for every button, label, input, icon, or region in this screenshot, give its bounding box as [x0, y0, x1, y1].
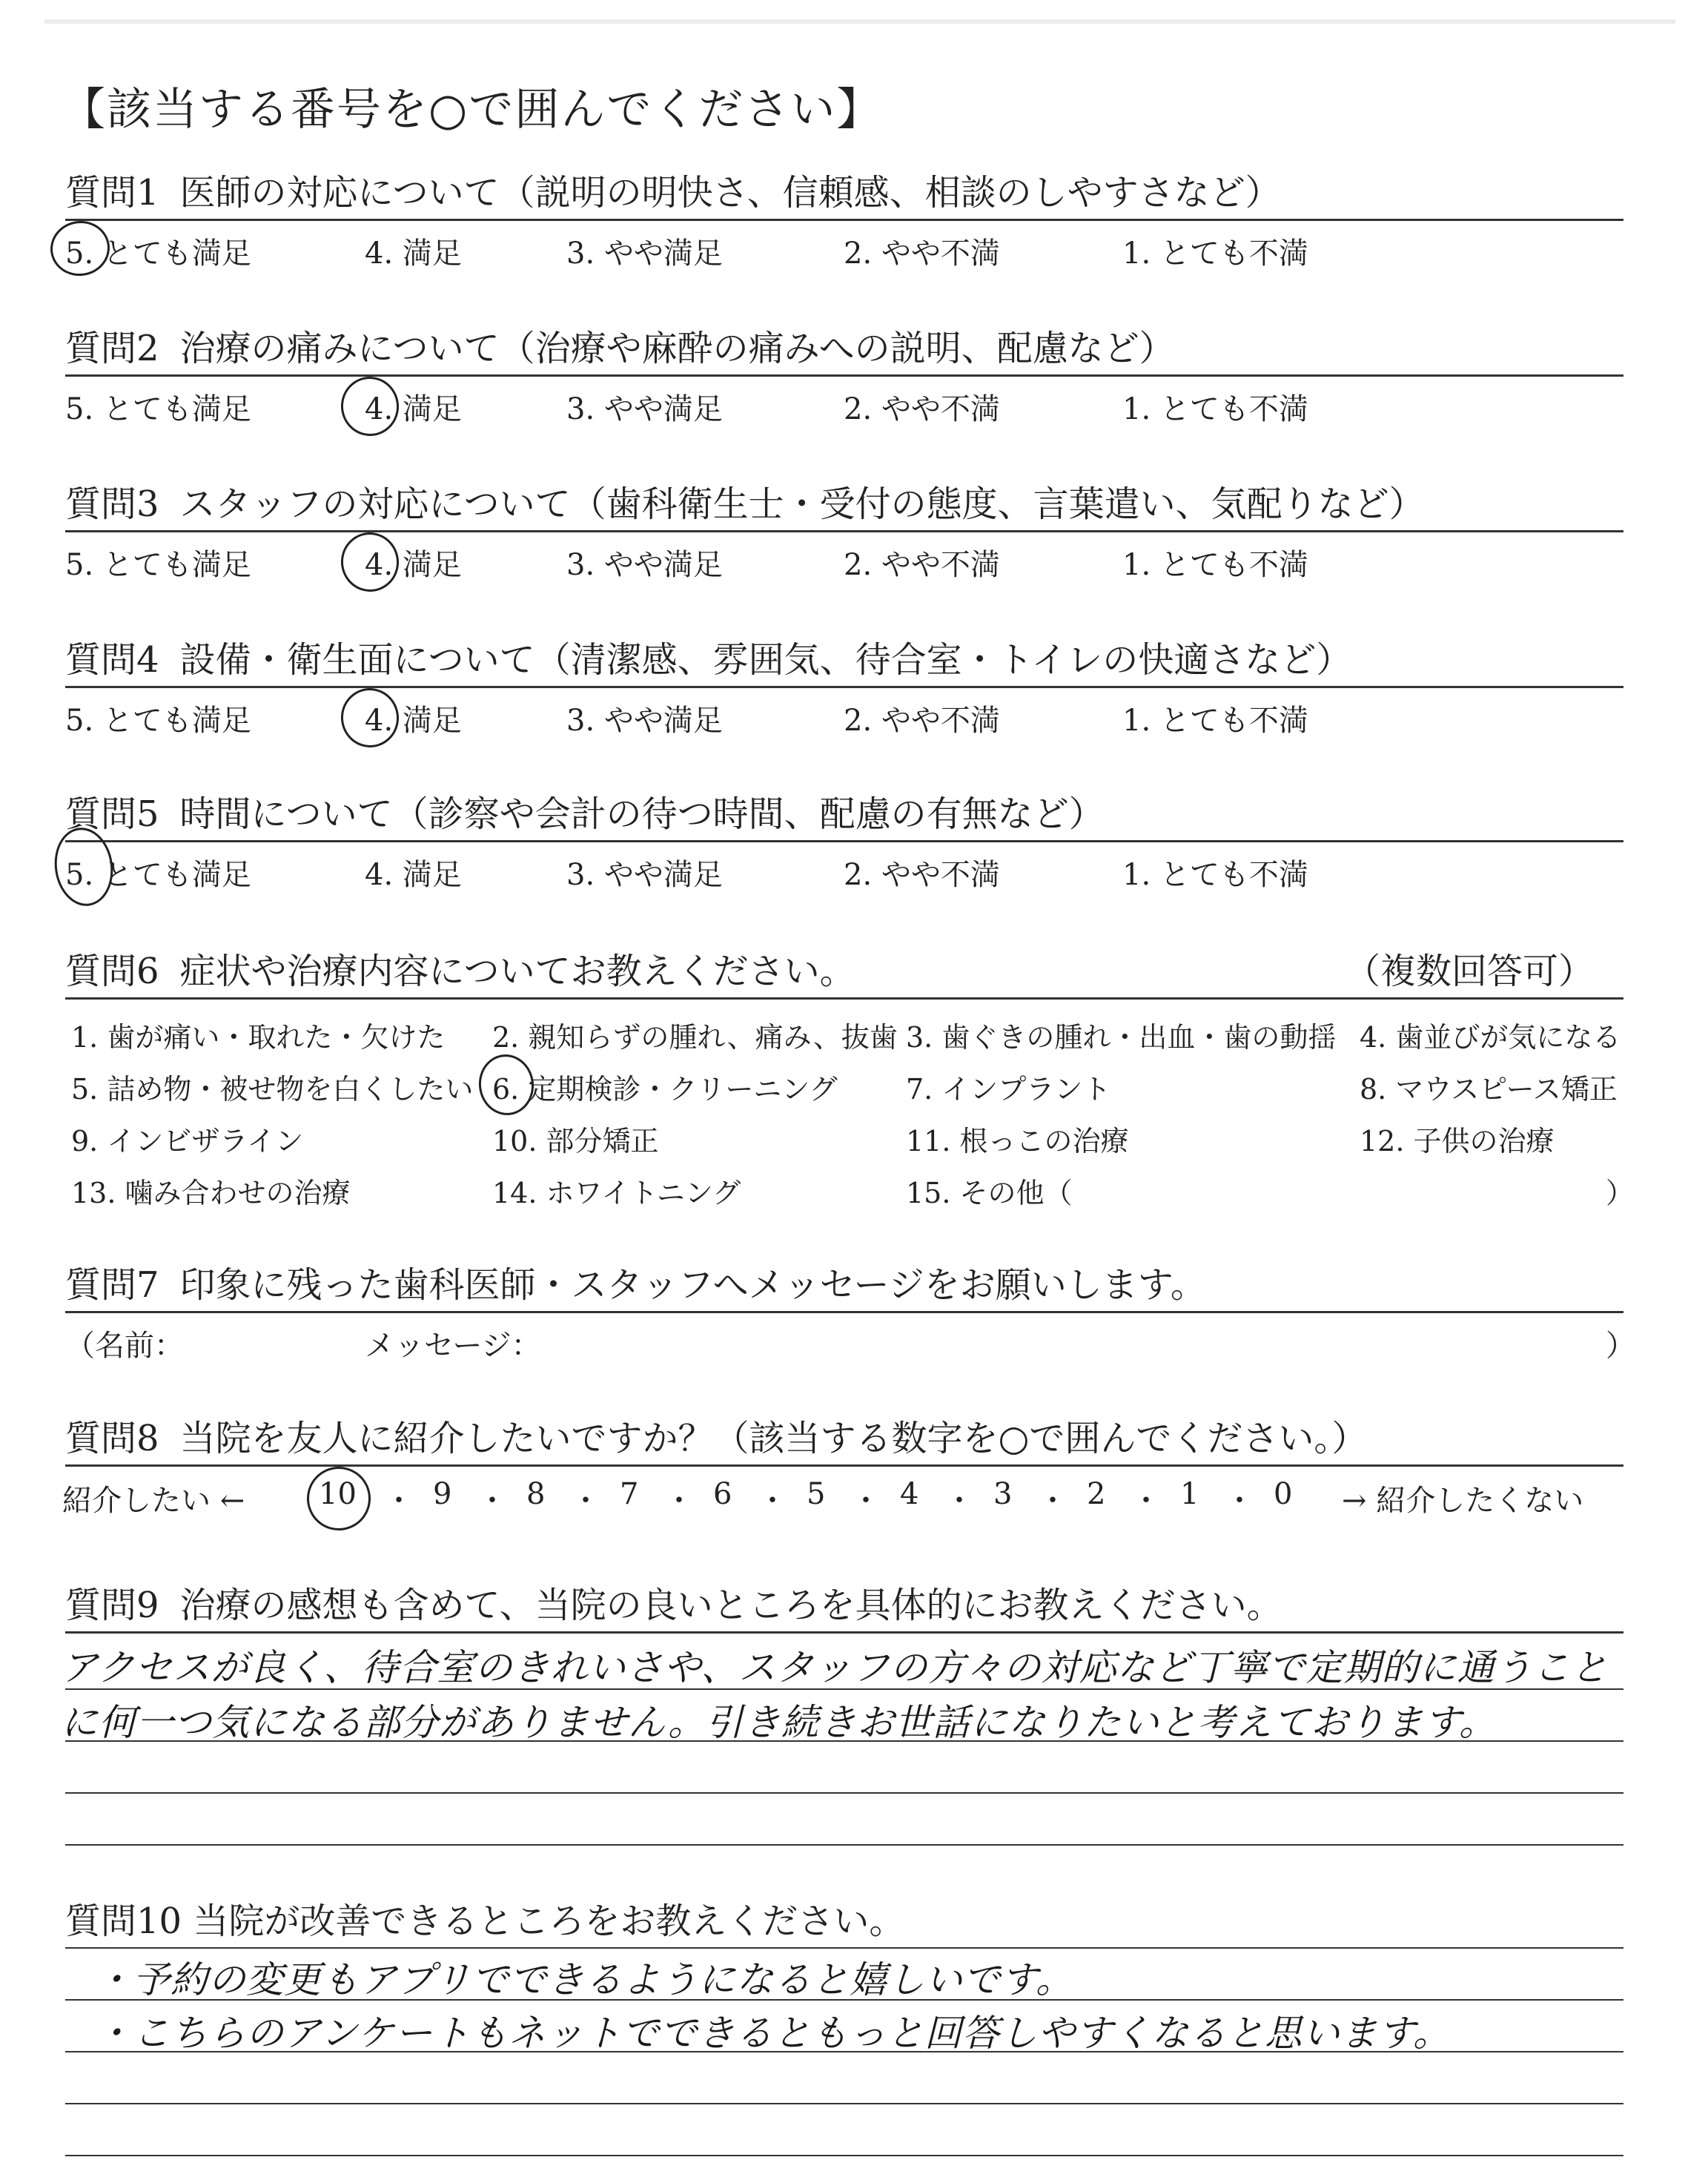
question-number: 質問6 [65, 951, 159, 992]
question-5 [65, 788, 1623, 896]
rating-options [65, 688, 1623, 742]
question-number: 質問8 [65, 1418, 159, 1459]
handwritten-answer-line: アクセスが良く、待合室のきれいさや、スタッフの方々の対応など丁寧で定期的に通うこと [61, 1646, 1609, 1689]
message-close-paren: ） [1606, 1329, 1635, 1363]
question-number: 質問4 [65, 639, 159, 681]
handwritten-answer-line: に何一つ気になる部分がありません。引き続きお世話になりたいと考えております。 [61, 1701, 1497, 1744]
selection-circle [337, 529, 403, 595]
scale-value[interactable]: 3 [993, 1477, 1013, 1511]
message-line [65, 1313, 1635, 1365]
option-1[interactable]: 1. とても不満 [1122, 392, 1308, 426]
rating-options [65, 842, 1623, 896]
question-10 [65, 1895, 1623, 2155]
symptom-option[interactable]: 1. 歯が痛い・取れた・欠けた [71, 1021, 446, 1054]
option-2[interactable]: 2. やや不満 [844, 858, 1000, 892]
option-5[interactable]: 5. とても満足 [65, 237, 251, 271]
scale-right-label: → 紹介したくない [1342, 1484, 1584, 1518]
symptom-option[interactable]: 13. 噛み合わせの治療 [71, 1177, 351, 1209]
option-5[interactable]: 5. とても満足 [65, 704, 251, 738]
form-header: 【該当する番号を○で囲んでください】 [61, 84, 883, 136]
option-4[interactable]: 4. 満足 [365, 704, 462, 738]
rating-options [65, 377, 1623, 430]
option-2[interactable]: 2. やや不満 [844, 704, 1000, 738]
selection-circle [337, 373, 403, 440]
option-1[interactable]: 1. とても不満 [1122, 548, 1308, 582]
answer-area [65, 1947, 1623, 2155]
question-4 [65, 634, 1623, 742]
question-number: 質問5 [65, 793, 159, 835]
question-text: 症状や治療内容についてお教えください。 [179, 951, 855, 992]
question-text: 医師の対応について（説明の明快さ、信頼感、相談のしやすさなど） [179, 172, 1281, 214]
option-1[interactable]: 1. とても不満 [1122, 704, 1308, 738]
question-2 [65, 323, 1623, 430]
rating-options [65, 532, 1623, 586]
scale-left-label: 紹介したい ← [62, 1484, 245, 1518]
question-text: 印象に残った歯科医師・スタッフへメッセージをお願いします。 [179, 1264, 1206, 1306]
rating-options [65, 221, 1623, 274]
option-3[interactable]: 3. やや満足 [566, 392, 723, 426]
question-number: 質問2 [65, 328, 159, 369]
question-8 [62, 1413, 1623, 1526]
symptom-option[interactable]: 6. 定期検診・クリーニング [492, 1073, 838, 1106]
question-text: 当院を友人に紹介したいですか？（該当する数字を○で囲んでください。） [179, 1418, 1368, 1459]
message-label: メッセージ： [365, 1329, 541, 1363]
scan-top-edge [44, 19, 1675, 24]
question-text: 治療の痛みについて（治療や麻酔の痛みへの説明、配慮など） [179, 328, 1175, 369]
option-2[interactable]: 2. やや不満 [844, 392, 1000, 426]
option-4[interactable]: 4. 満足 [365, 392, 462, 426]
question-text: 設備・衛生面について（清潔感、雰囲気、待合室・トイレの快適さなど） [179, 639, 1352, 681]
scale-value[interactable]: 6 [713, 1477, 732, 1511]
option-2[interactable]: 2. やや不満 [844, 237, 1000, 271]
option-4[interactable]: 4. 満足 [365, 858, 462, 892]
symptom-option[interactable]: 7. インプラント [906, 1073, 1111, 1106]
scale-value[interactable]: 8 [526, 1477, 546, 1511]
question-number: 質問10 [65, 1900, 182, 1942]
scale-value[interactable]: 0 [1274, 1477, 1293, 1511]
symptom-option[interactable]: 14. ホワイトニング [492, 1177, 741, 1209]
symptom-option[interactable]: 3. 歯ぐきの腫れ・出血・歯の動揺 [906, 1021, 1337, 1054]
symptom-option[interactable]: 2. 親知らずの腫れ、痛み、抜歯 [492, 1021, 898, 1054]
question-9 [61, 1579, 1623, 1945]
multiple-answer-note: （複数回答可） [1344, 951, 1594, 992]
scale-value[interactable]: 2 [1087, 1477, 1106, 1511]
symptom-options [65, 1000, 1635, 1215]
scale-value[interactable]: 1 [1180, 1477, 1199, 1511]
question-6 [65, 945, 1635, 1215]
option-3[interactable]: 3. やや満足 [566, 858, 723, 892]
recommend-scale: 紹介したい ← 10 ・ 9 ・ 8 ・ 7 ・ 6 ・ 5 ・ 4 ・ 3 ・ 2 ・ 1 ・ 0 → 紹介したくない [65, 1467, 1623, 1526]
option-5[interactable]: 5. とても満足 [65, 392, 251, 426]
handwritten-answer-line: ・こちらのアンケートもネットでできるともっと回答しやすくなると思います。 [95, 2012, 1451, 2055]
symptom-option[interactable]: 12. 子供の治療 [1360, 1125, 1555, 1157]
question-text: スタッフの対応について（歯科衛生士・受付の態度、言葉遣い、気配りなど） [179, 483, 1425, 525]
option-4[interactable]: 4. 満足 [365, 237, 462, 271]
symptom-option[interactable]: 9. インビザライン [71, 1125, 304, 1157]
handwritten-answer-line: ・予約の変更もアプリでできるようになると嬉しいです。 [95, 1958, 1073, 2001]
symptom-option[interactable]: 4. 歯並びが気になる [1360, 1021, 1621, 1054]
option-3[interactable]: 3. やや満足 [566, 548, 723, 582]
selection-circle [302, 1462, 374, 1534]
symptom-option[interactable]: 5. 詰め物・被せ物を白くしたい [71, 1073, 474, 1106]
symptom-option[interactable]: 11. 根っこの治療 [906, 1125, 1129, 1157]
question-3 [65, 478, 1623, 586]
option-2[interactable]: 2. やや不満 [844, 548, 1000, 582]
option-4[interactable]: 4. 満足 [365, 548, 462, 582]
question-number: 質問7 [65, 1264, 159, 1306]
question-1 [65, 167, 1623, 274]
option-3[interactable]: 3. やや満足 [566, 704, 723, 738]
selection-circle [475, 1051, 538, 1119]
option-5[interactable]: 5. とても満足 [65, 858, 251, 892]
other-close-paren: ） [1606, 1177, 1635, 1209]
symptom-option[interactable]: 15. その他（ [906, 1177, 1073, 1209]
scale-value[interactable]: 7 [620, 1477, 639, 1511]
question-number: 質問1 [65, 172, 159, 214]
question-7 [65, 1259, 1635, 1365]
selection-circle [337, 684, 403, 751]
scale-value[interactable]: 10 [319, 1477, 357, 1511]
symptom-option[interactable]: 10. 部分矯正 [492, 1125, 659, 1157]
name-label: （名前： [65, 1329, 184, 1363]
question-text: 時間について（診察や会計の待つ時間、配慮の有無など） [179, 793, 1105, 835]
option-1[interactable]: 1. とても不満 [1122, 858, 1308, 892]
scale-value[interactable]: 5 [807, 1477, 826, 1511]
question-text: 治療の感想も含めて、当院の良いところを具体的にお教えください。 [179, 1585, 1282, 1626]
question-number: 質問9 [65, 1585, 159, 1626]
scale-value[interactable]: 4 [900, 1477, 919, 1511]
question-number: 質問3 [65, 483, 159, 525]
option-3[interactable]: 3. やや満足 [566, 237, 723, 271]
symptom-option[interactable]: 8. マウスピース矯正 [1360, 1073, 1618, 1106]
option-5[interactable]: 5. とても満足 [65, 548, 251, 582]
scale-value[interactable]: 9 [433, 1477, 452, 1511]
question-text: 当院が改善できるところをお教えください。 [193, 1900, 905, 1942]
option-1[interactable]: 1. とても不満 [1122, 237, 1308, 271]
